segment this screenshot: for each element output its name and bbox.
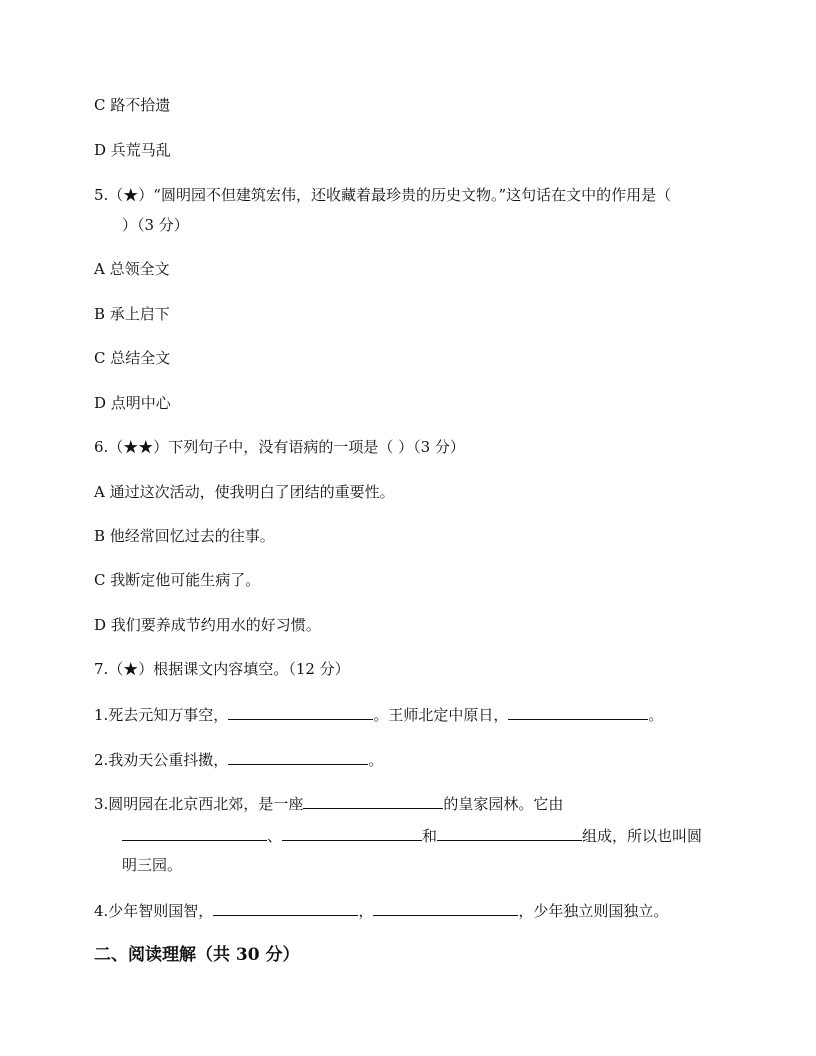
answer-blank[interactable] bbox=[437, 825, 582, 841]
q7-item1-text: 1.死去元知万事空， bbox=[94, 706, 229, 724]
q7-item1-text: 。 bbox=[648, 706, 664, 724]
answer-blank[interactable] bbox=[373, 900, 518, 916]
q6-stem: 6.（★★）下列句子中，没有语病的一项是（ ）（3 分） bbox=[94, 438, 465, 456]
q6-option-d: D 我们要养成节约用水的好习惯。 bbox=[94, 616, 321, 634]
q6-option-c: C 我断定他可能生病了。 bbox=[94, 571, 261, 589]
q7-item3-text: 、 bbox=[267, 827, 283, 845]
q7-item3-text: 的皇家园林。它由 bbox=[443, 795, 564, 813]
q7-item-4 bbox=[94, 900, 668, 921]
q7-item-3-cont bbox=[122, 825, 702, 846]
q5-option-d: D 点明中心 bbox=[94, 394, 171, 412]
q5-option-b: B 承上启下 bbox=[94, 305, 170, 323]
q4-option-d: D 兵荒马乱 bbox=[94, 141, 171, 159]
q5-stem-cont: ）（3 分） bbox=[122, 216, 189, 234]
q7-item3-text: 3.圆明园在北京西北郊，是一座 bbox=[94, 795, 304, 813]
q7-item-3-end: 明三园。 bbox=[122, 856, 183, 874]
q7-item-3 bbox=[94, 793, 563, 814]
q6-option-b: B 他经常回忆过去的往事。 bbox=[94, 527, 275, 545]
answer-blank[interactable] bbox=[303, 793, 443, 809]
q7-item4-text: ，少年独立则国独立。 bbox=[518, 902, 669, 920]
q7-stem: 7.（★）根据课文内容填空。（12 分） bbox=[94, 660, 350, 678]
answer-blank[interactable] bbox=[213, 900, 358, 916]
answer-blank[interactable] bbox=[228, 704, 373, 720]
section-heading: 二、阅读理解（共 30 分） bbox=[94, 945, 300, 965]
q7-item1-text: 。王师北定中原日， bbox=[373, 706, 509, 724]
answer-blank[interactable] bbox=[508, 704, 648, 720]
q7-item-1 bbox=[94, 704, 663, 725]
q5-option-c: C 总结全文 bbox=[94, 349, 171, 367]
q7-item-2 bbox=[94, 749, 383, 770]
answer-blank[interactable] bbox=[228, 749, 368, 765]
q5-stem: 5.（★）“圆明园不但建筑宏伟，还收藏着最珍贵的历史文物。”这句话在文中的作用是（ bbox=[94, 186, 672, 204]
q7-item3-text: 和 bbox=[422, 827, 438, 845]
q4-option-c: C 路不拾遗 bbox=[94, 96, 171, 114]
q7-item4-text: 4.少年智则国智， bbox=[94, 902, 214, 920]
q7-item3-text: 组成，所以也叫圆 bbox=[582, 827, 703, 845]
q7-item2-text: 。 bbox=[368, 751, 384, 769]
q6-option-a: A 通过这次活动，使我明白了团结的重要性。 bbox=[94, 483, 395, 501]
q7-item2-text: 2.我劝天公重抖擞， bbox=[94, 751, 229, 769]
q5-option-a: A 总领全文 bbox=[94, 260, 170, 278]
answer-blank[interactable] bbox=[282, 825, 422, 841]
answer-blank[interactable] bbox=[122, 825, 267, 841]
q7-item4-text: ， bbox=[358, 902, 374, 920]
